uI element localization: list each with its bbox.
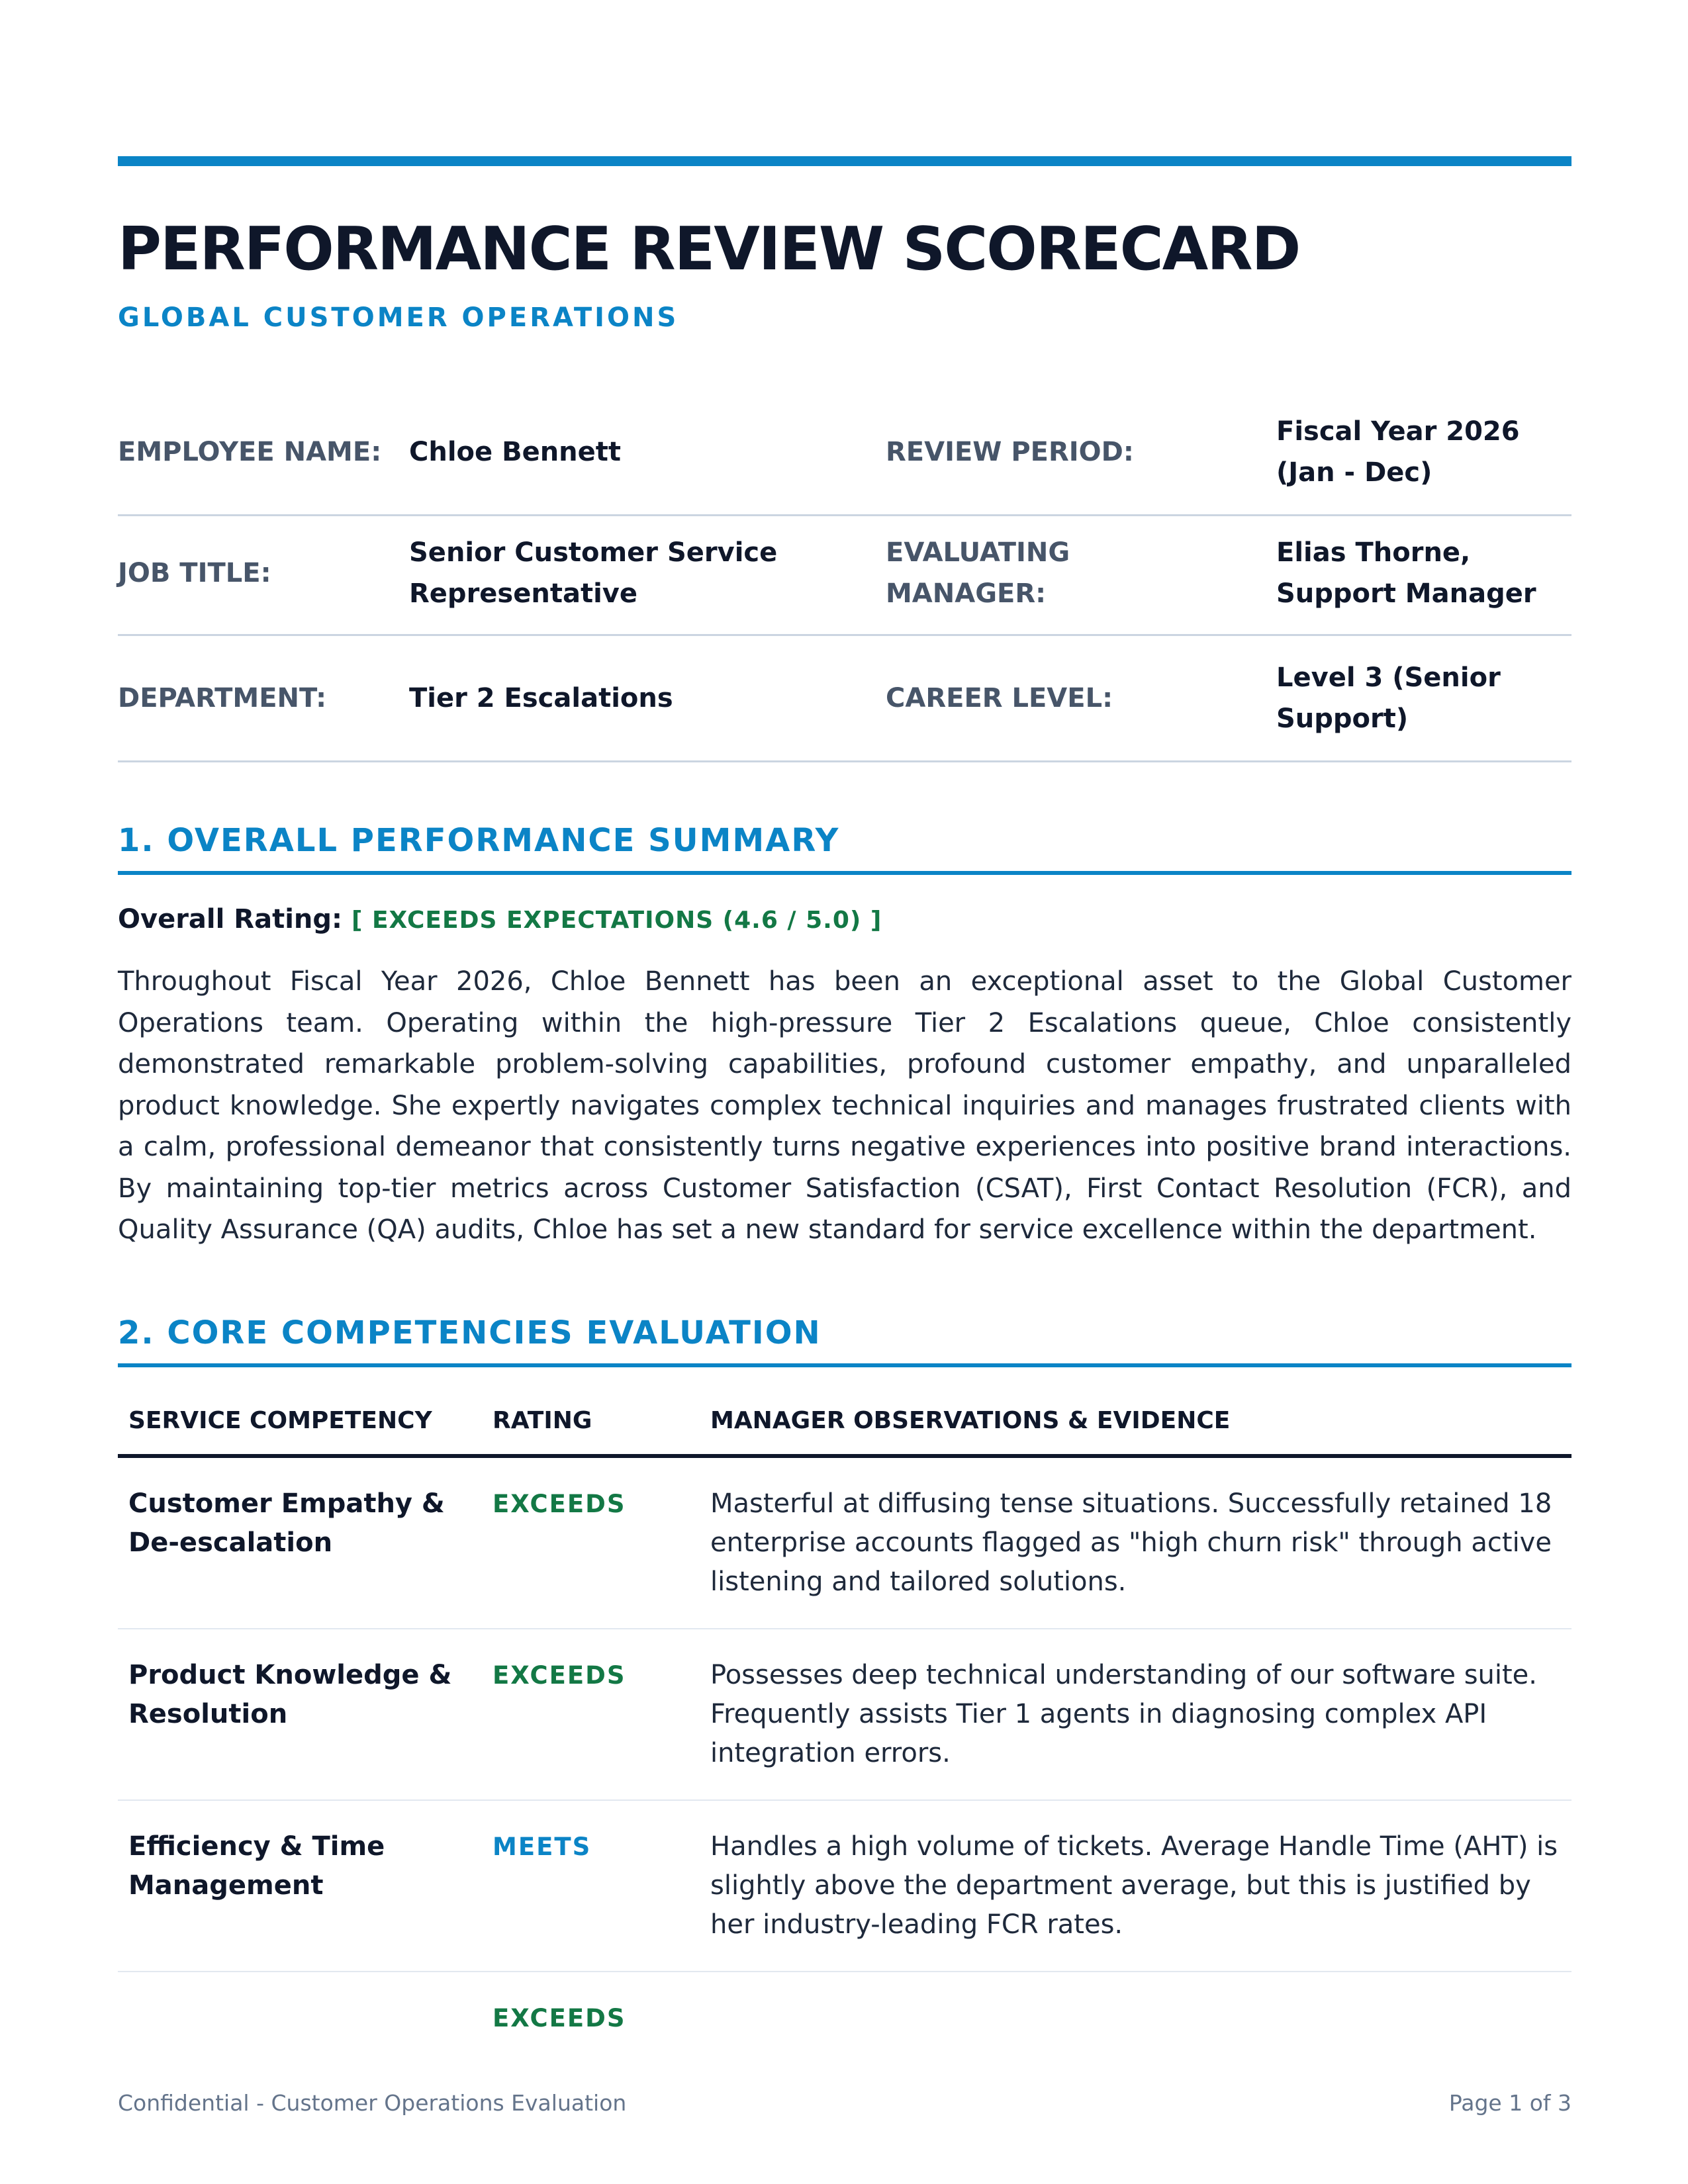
overall-rating: [118, 904, 1571, 934]
page-title: PERFORMANCE REVIEW SCORECARD: [118, 214, 1300, 284]
competency-name: Product Knowledge & Resolution: [118, 1629, 482, 1800]
competency-observation: Handles a high volume of tickets. Average Handle Time (AHT) is slightly above the department average, but this is justified by her industry-leading FCR rates.: [700, 1800, 1571, 1972]
page-subtitle: GLOBAL CUSTOMER OPERATIONS: [118, 302, 679, 333]
evaluating-manager-value: Elias Thorne, Support Manager: [1276, 516, 1571, 635]
department-value: Tier 2 Escalations: [409, 635, 886, 762]
overall-rating-label: Overall Rating:: [118, 904, 343, 934]
career-level-label: CAREER LEVEL:: [886, 635, 1276, 762]
column-header-competency: SERVICE COMPETENCY: [118, 1407, 482, 1456]
table-header-row: [118, 1407, 1571, 1456]
competency-rating: EXCEEDS: [482, 1456, 700, 1629]
review-period-label: REVIEW PERIOD:: [886, 390, 1276, 516]
employee-name-value: Chloe Bennett: [409, 390, 886, 516]
competency-name: Efficiency & Time Management: [118, 1800, 482, 1972]
summary-paragraph: Throughout Fiscal Year 2026, Chloe Bennett has been an exceptional asset to the Global Customer Operations team. Operating within the high-pressure Tier 2 Escalations queue, Chloe consistently demonstrated remarkable problem-solving capabilities, profound customer empathy, and unparalleled product knowledge. She expertly navigates complex technical inquiries and manages frustrated clients with a calm, professional demeanor that consistently turns negative experiences into positive brand interactions. By maintaining top-tier metrics across Customer Satisfaction (CSAT), First Contact Resolution (FCR), and Quality Assurance (QA) audits, Chloe has set a new standard for service excellence within the department.: [118, 966, 1571, 1245]
job-title-label: JOB TITLE:: [118, 516, 409, 635]
career-level-value: Level 3 (Senior Support): [1276, 635, 1571, 762]
info-row: [118, 390, 1571, 516]
competency-observation: Masterful at diffusing tense situations. Successfully retained 18 enterprise accounts flagged as "high churn risk" through active listening and tailored solutions.: [700, 1456, 1571, 1629]
competency-name: [118, 1972, 482, 2051]
summary-section-heading: 1. OVERALL PERFORMANCE SUMMARY: [118, 822, 1571, 875]
page-footer: [118, 2090, 1571, 2116]
competency-observation: Possesses deep technical understanding of our software suite. Frequently assists Tier 1 agents in diagnosing complex API integration errors.: [700, 1629, 1571, 1800]
competency-name: Customer Empathy & De-escalation: [118, 1456, 482, 1629]
info-row: [118, 516, 1571, 635]
table-row: [118, 1972, 1571, 2051]
employee-info-table: [118, 390, 1571, 762]
competency-rating: EXCEEDS: [492, 2003, 626, 2032]
column-header-rating: RATING: [482, 1407, 700, 1456]
job-title-value: Senior Customer Service Representative: [409, 516, 886, 635]
top-accent-rule: [118, 156, 1571, 166]
department-label: DEPARTMENT:: [118, 635, 409, 762]
competencies-section-heading: 2. CORE COMPETENCIES EVALUATION: [118, 1314, 1571, 1367]
scorecard-page: [118, 156, 1571, 2051]
column-header-observations: MANAGER OBSERVATIONS & EVIDENCE: [700, 1407, 1571, 1456]
info-row: [118, 635, 1571, 762]
table-row: [118, 1800, 1571, 1972]
footer-page-number: Page 1 of 3: [1448, 2090, 1571, 2116]
evaluating-manager-label: EVALUATING MANAGER:: [886, 516, 1276, 635]
overall-rating-value: [ EXCEEDS EXPECTATIONS (4.6 / 5.0) ]: [351, 907, 882, 934]
table-row: [118, 1456, 1571, 1629]
review-period-value: Fiscal Year 2026 (Jan - Dec): [1276, 390, 1571, 516]
footer-confidential-note: Confidential - Customer Operations Evaluation: [118, 2090, 627, 2116]
table-row: [118, 1629, 1571, 1800]
competencies-table: [118, 1407, 1571, 2051]
competency-rating: MEETS: [482, 1800, 700, 1972]
employee-name-label: EMPLOYEE NAME:: [118, 390, 409, 516]
competency-rating: EXCEEDS: [482, 1629, 700, 1800]
competency-observation: [700, 1972, 1571, 2051]
